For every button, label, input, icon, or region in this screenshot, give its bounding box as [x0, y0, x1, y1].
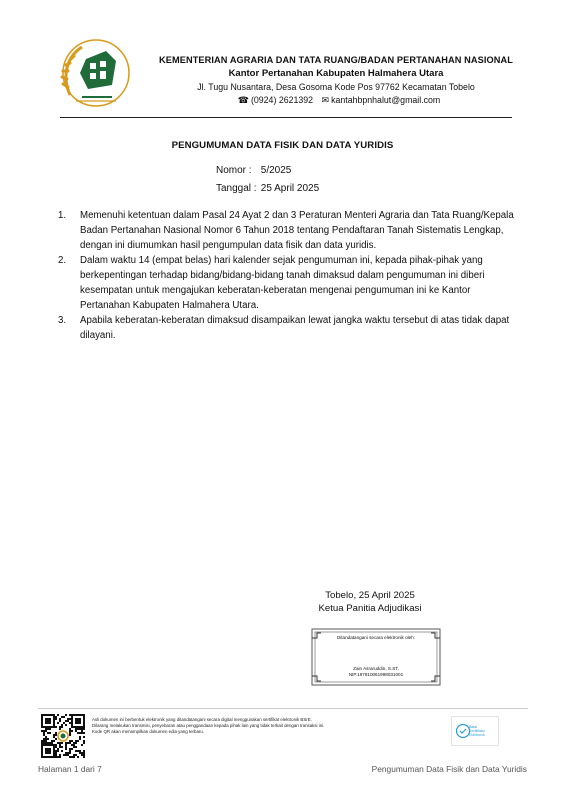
place-date: Tobelo, 25 April 2025	[325, 590, 415, 601]
list-item-number: 1.	[58, 210, 67, 221]
signer-name: Zain Asraruddin, S.ST.	[353, 666, 399, 671]
electronic-signature-box	[311, 628, 441, 686]
bsre-line: Balai	[469, 725, 477, 729]
bsre-logo	[451, 716, 499, 746]
bsre-text	[469, 725, 485, 737]
footer-divider	[38, 708, 528, 709]
bsre-line: Elektronik	[469, 733, 485, 737]
contact-line	[136, 95, 536, 106]
date-value: 25 April 2025	[260, 183, 320, 194]
list-item-text: Apabila keberatan-keberatan dimaksud disampaikan lewat jangka waktu tersebut di atas tidak dapat dilayani.	[80, 315, 510, 341]
signer-nip: NIP.197810061998031001	[348, 672, 404, 677]
list-item	[58, 253, 518, 313]
footer-disclaimer	[92, 717, 402, 735]
list-item-number: 2.	[58, 255, 67, 266]
signer-name-block	[311, 666, 441, 678]
number-value: 5/2025	[260, 165, 292, 176]
signature-heading	[300, 589, 440, 615]
number-row	[216, 162, 319, 180]
list-item-text: Dalam waktu 14 (empat belas) hari kalender sejak pengumuman ini, kepada pihak-pihak yang berkepentingan terhadap bidang/bidang-bidang tanah dimaksud dalam pengumuman ini diberi kesempatan untuk mengajukan keberatan-keberatan mengenai pengumuman ini ke Kantor Pertanahan Kabupaten Halmahera Utara.	[80, 255, 485, 311]
footer-line: Asli dokumen ini berbentuk elektronik yang ditandatangani secara digital menggunakan sertifikat elektronik BSrE.	[92, 717, 312, 722]
ministry-logo	[60, 37, 132, 109]
announcement-title: PENGUMUMAN DATA FISIK DAN DATA YURIDIS	[171, 140, 394, 151]
letterhead	[136, 55, 536, 106]
signer-role: Ketua Panitia Adjudikasi	[318, 603, 422, 614]
phone-icon: ☎	[237, 95, 249, 105]
list-item-number: 3.	[58, 315, 67, 326]
email-address[interactable]: kantahbpnhalut@gmail.com	[331, 95, 441, 105]
footer-line: Dilarang melakukan transmisi, penyebaran atau penggandaan kepada pihak lain yang tidak terkait dengan transaksi ini.	[92, 723, 325, 728]
phone-number: (0924) 2621392	[250, 95, 314, 105]
office-address: Jl. Tugu Nusantara, Desa Gosoma Kode Pos 97762 Kecamatan Tobelo	[197, 82, 475, 92]
document-title-footer: Pengumuman Data Fisik dan Data Yuridis	[371, 764, 527, 774]
ministry-name: KEMENTERIAN AGRARIA DAN TATA RUANG/BADAN PERTANAHAN NASIONAL	[159, 55, 513, 65]
list-item	[58, 208, 518, 253]
bsre-line: Sertifikasi	[469, 729, 485, 733]
number-label: Nomor :	[216, 165, 252, 176]
list-item	[58, 313, 518, 343]
signed-note: Ditandatangani secara elektronik oleh:	[336, 635, 416, 640]
envelope-icon: ✉	[321, 95, 330, 105]
date-row	[216, 180, 319, 198]
office-name: Kantor Pertanahan Kabupaten Halmahera Utara	[228, 68, 444, 79]
announcement-meta	[216, 162, 319, 198]
page-number: Halaman 1 dari 7	[38, 764, 102, 774]
announcement-list	[58, 208, 518, 343]
date-label: Tanggal :	[216, 183, 257, 194]
qr-code-icon[interactable]	[41, 714, 85, 758]
footer-line: Kode QR akan menampilkan dokumen edia yang terbaru.	[92, 729, 205, 734]
header-divider	[60, 117, 512, 118]
list-item-text: Memenuhi ketentuan dalam Pasal 24 Ayat 2 dan 3 Peraturan Menteri Agraria dan Tata Ruang/Kepala Badan Pertanahan Nasional Nomor 6 Tahun 2018 tentang Pendaftaran Tanah Sistematis Lengkap, dengan ini diumumkan hasil pengumpulan data fisik dan data yuridis.	[80, 210, 514, 251]
